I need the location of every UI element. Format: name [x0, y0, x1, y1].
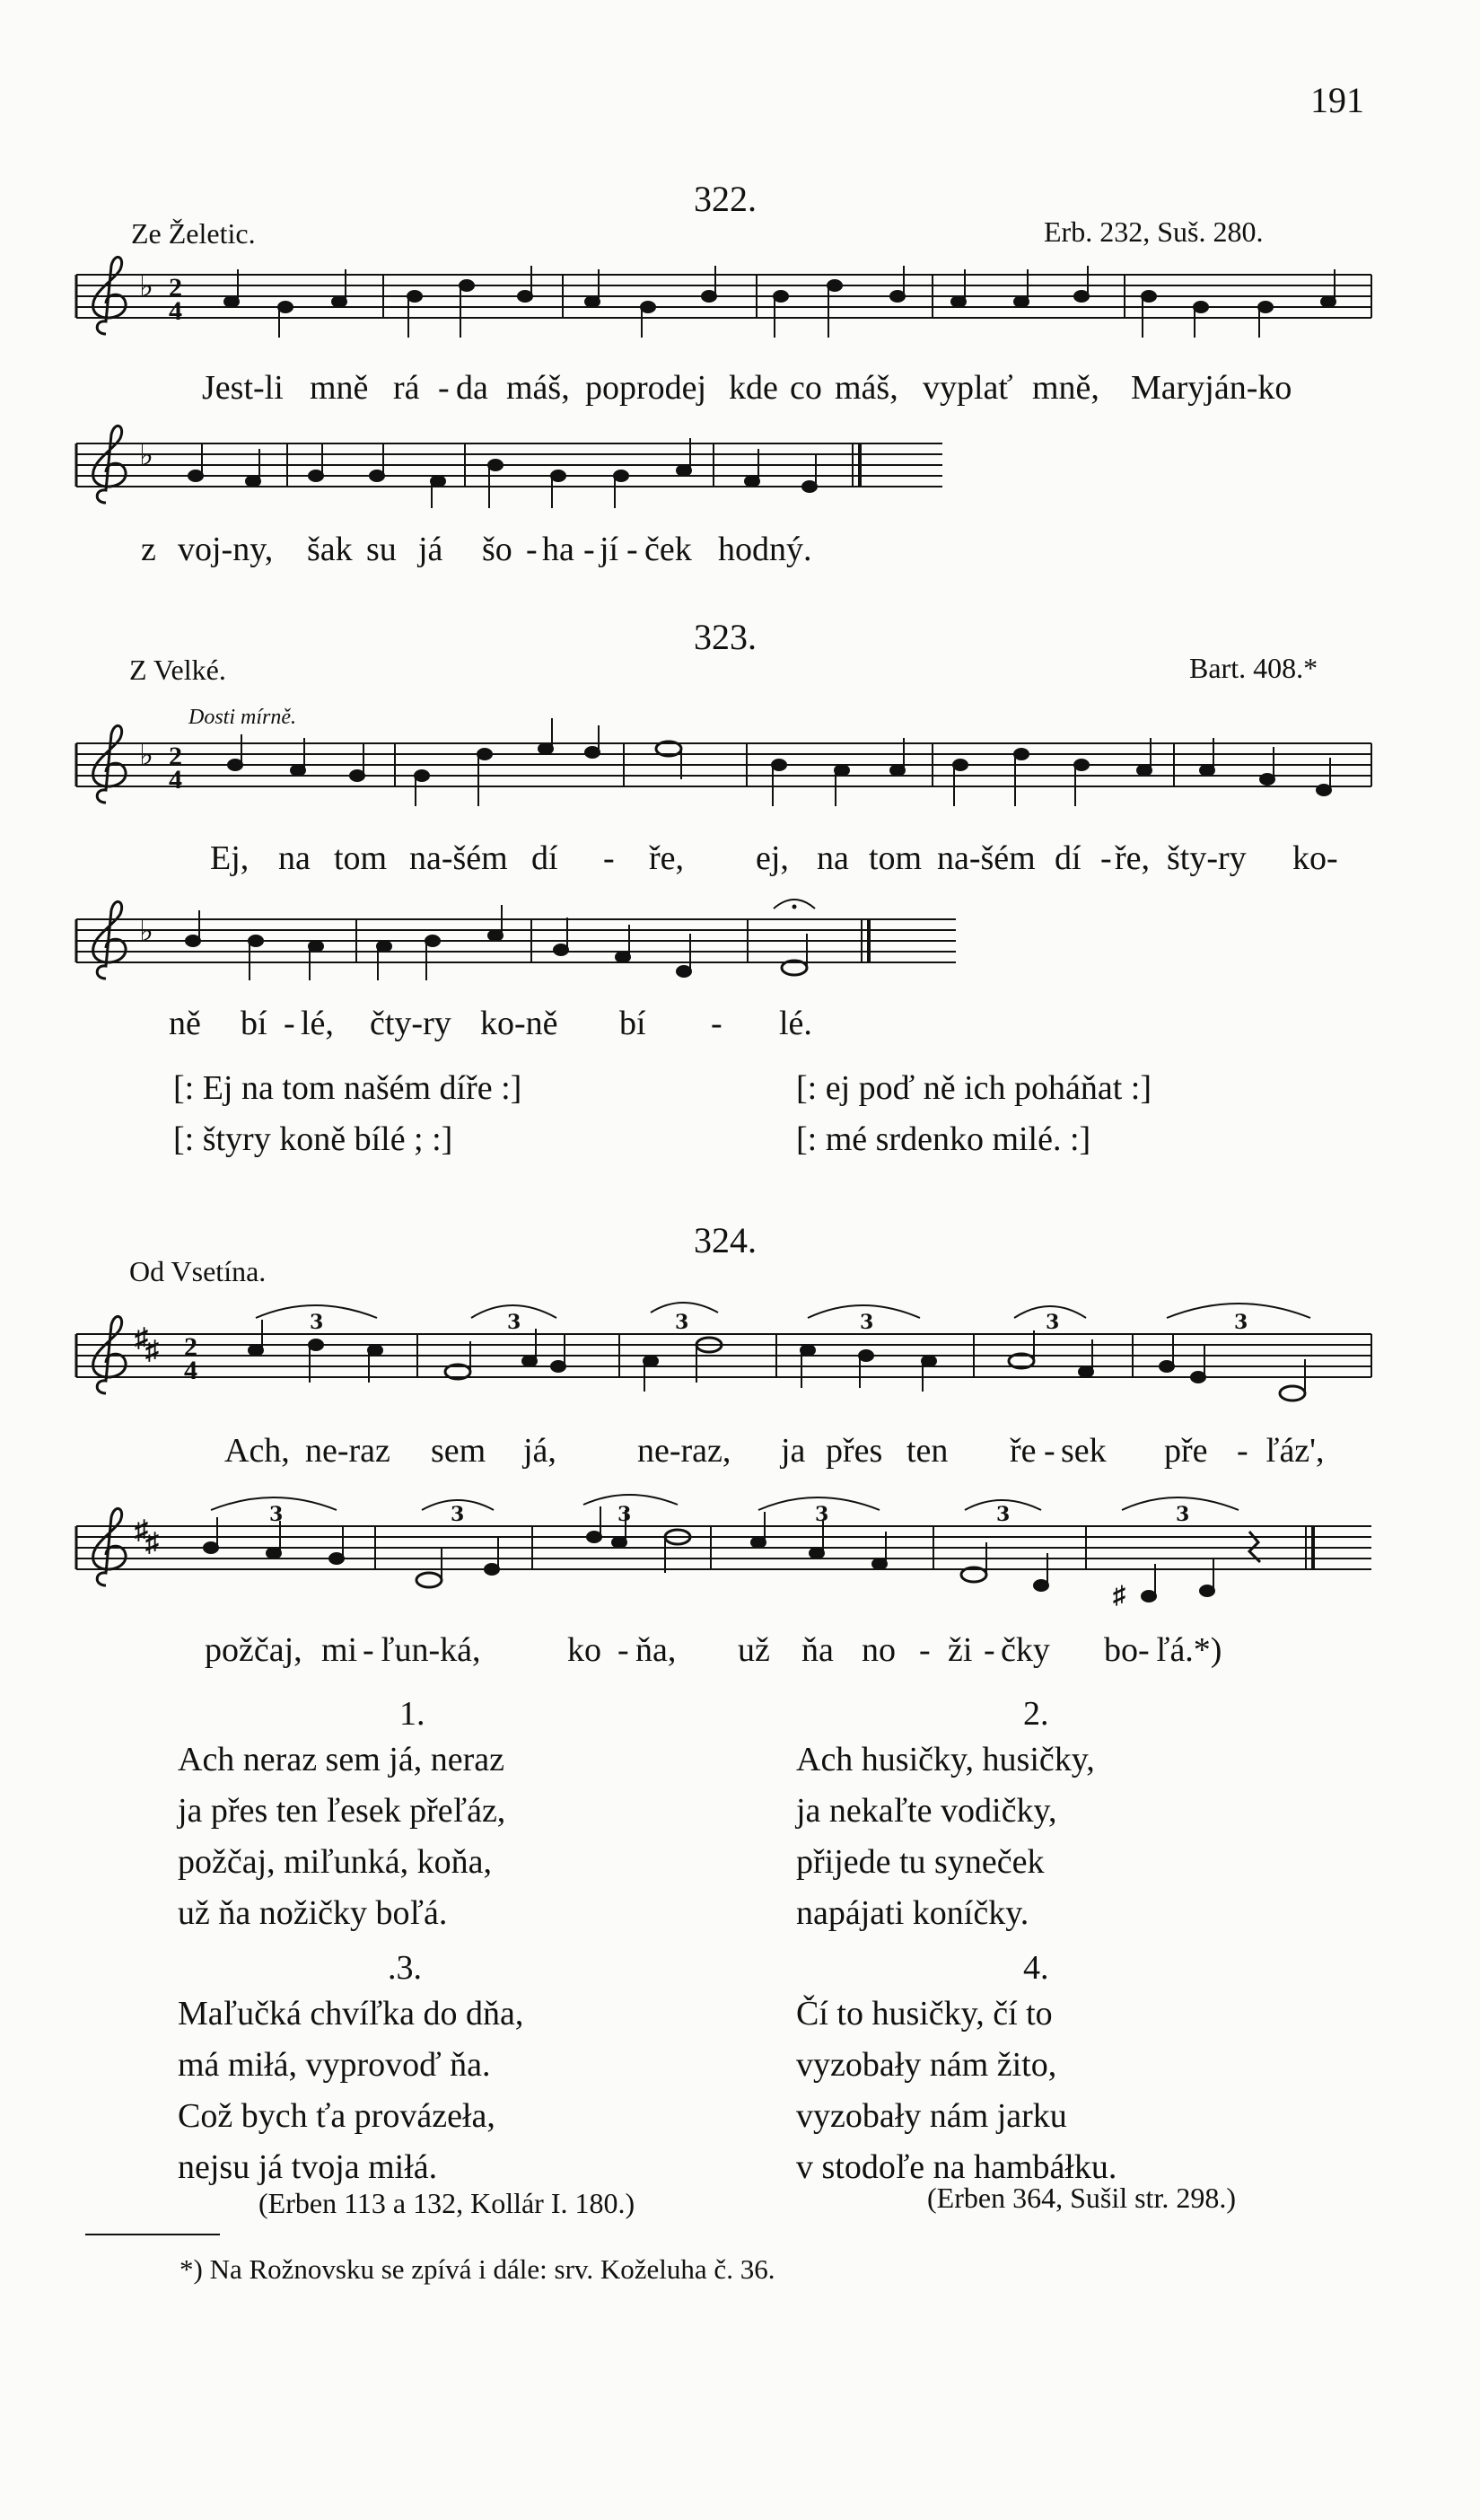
svg-text:3: 3 [996, 1503, 1011, 1526]
stanza-number: 2. [1023, 1695, 1049, 1733]
footnote-rule [85, 2234, 220, 2235]
svg-text:♯: ♯ [135, 1515, 148, 1545]
song-number: 323. [694, 617, 757, 657]
stanza-number: 4. [1023, 1949, 1049, 1987]
svg-text:♭: ♭ [139, 439, 154, 472]
svg-text:2: 2 [184, 1332, 197, 1362]
stanza-2: Ach husičky, husičky, ja nekaľte vodičky, přijede tu syneček napájati koníčky. [796, 1741, 1095, 1932]
repeat-verses-left: [: Ej na tom našém díře :] [: štyry koně bílé ; :] [173, 1069, 522, 1158]
svg-text:3: 3 [451, 1503, 465, 1526]
svg-text:3: 3 [1046, 1311, 1060, 1334]
svg-text:♭: ♭ [139, 739, 154, 772]
song-number: 324. [694, 1220, 757, 1260]
sharp-icon: ♯ [135, 1323, 148, 1353]
stanza-number: 1. [399, 1695, 425, 1733]
triplet-slurs-1 [256, 1303, 1310, 1318]
footnote: *) Na Rožnovsku se zpívá i dále: srv. Koželuha č. 36. [180, 2253, 775, 2285]
repeat-verses-right: [: ej poď ně ich poháňat :] [: mé srdenko milé. :] [796, 1069, 1152, 1158]
song-reference: Bart. 408.* [1189, 652, 1318, 684]
svg-text:4: 4 [169, 765, 182, 795]
stanza-1: Ach neraz sem já, neraz ja přes ten ľesek přeľáz, požčaj, miľunká, koňa, už ňa nožičky boľá. [178, 1741, 506, 1932]
svg-text:2: 2 [169, 742, 182, 771]
time-sig-bottom: 4 [169, 296, 182, 326]
time-sig-top: 2 [169, 273, 182, 303]
flat-icon: ♭ [139, 268, 154, 304]
source-right: (Erben 364, Sušil str. 298.) [927, 2182, 1236, 2214]
svg-text:3: 3 [269, 1503, 284, 1526]
svg-text:4: 4 [184, 1356, 197, 1385]
song-reference: Erb. 232, Suš. 280. [1044, 215, 1264, 248]
svg-text:3: 3 [1234, 1311, 1248, 1334]
sharp-icon: ♯ [145, 1336, 159, 1365]
song-origin: Z Velké. [129, 654, 226, 686]
stanza-number: .3. [388, 1949, 422, 1987]
sharp-icon: ♯ [1113, 1582, 1125, 1610]
svg-text:3: 3 [860, 1311, 874, 1334]
song-origin: Od Vsetína. [129, 1255, 267, 1287]
song-number: 322. [694, 179, 757, 219]
source-left: (Erben 113 a 132, Kollár I. 180.) [258, 2187, 635, 2219]
svg-text:3: 3 [675, 1311, 689, 1334]
svg-text:♯: ♯ [145, 1528, 159, 1558]
svg-text:3: 3 [507, 1311, 521, 1334]
song-origin: Ze Želetic. [131, 217, 256, 250]
stanza-4: Čí to husičky, čí to vyzobały nám žito, vyzobały nám jarku v stodoľe na hambáłku. [796, 1995, 1117, 2186]
svg-text:3: 3 [617, 1503, 632, 1526]
stanza-3: Maľučká chvíľka do dňa, má miłá, vyprovoď ňa. Což bych ťa provázeła, nejsu já tvoja miłá. [178, 1995, 524, 2186]
tempo-marking: Dosti mírně. [188, 706, 296, 729]
svg-text:3: 3 [815, 1503, 829, 1526]
svg-text:3: 3 [1176, 1503, 1190, 1526]
page-number: 191 [1310, 80, 1364, 120]
svg-text:♭: ♭ [139, 915, 154, 948]
svg-text:3: 3 [310, 1311, 324, 1334]
